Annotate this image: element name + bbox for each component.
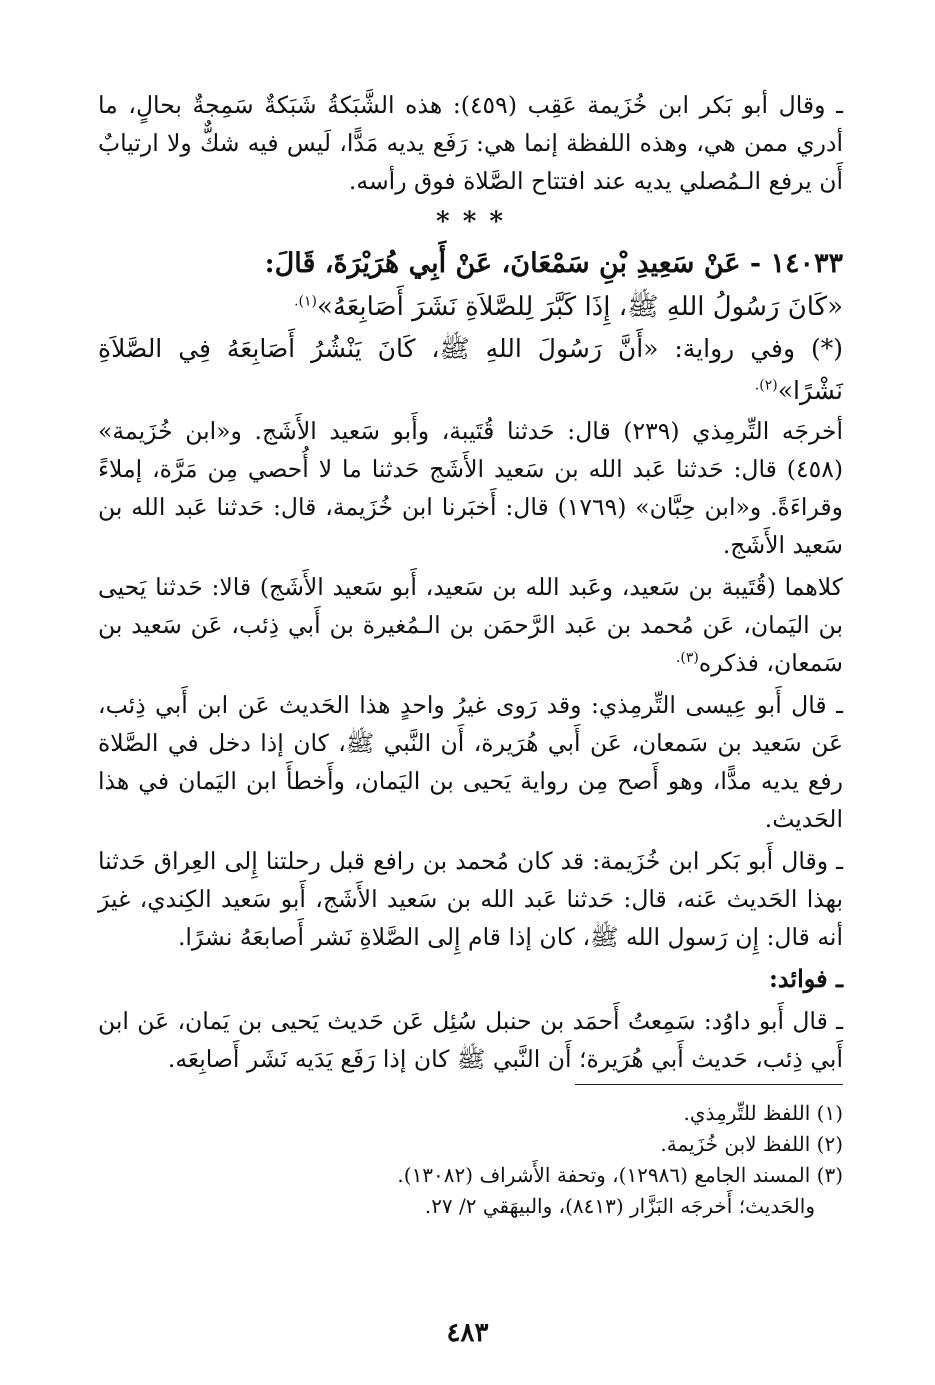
footnote-divider [575,1084,843,1085]
page-number: ٤٨٣ [446,1318,489,1348]
fawaid-heading: ـ فوائد: [768,964,843,993]
footnote-ref-3: (٣). [675,650,699,667]
abu-dawud-comment: ـ قال أَبو داوُد: سَمِعتُ أَحمَد بن حنبل سُئِل عَن حَديث يَحيى بن يَمان، عَن ابن أَبي ذِئب، حَديث أَبي هُرَيرة؛ أَن النَّبي ﷺ كان إذا رَفَع يَدَيه نَشَر أَصابِعَه. [98,1007,843,1073]
footnote-ref-2: (٢). [754,377,778,394]
takhrij-paragraph-1: أخرجَه التِّرمِذي (٢٣٩) قال: حَدثنا قُتَيبة، وأَبو سَعيد الأَشَج. و«ابن خُزَيمة» (٤٥٨) قال: حَدثنا عَبد الله بن سَعيد الأَشَج حَدثنا ما لا أُحصي مِن مَرَّة، إملاءً وقراءَةً. و«ابن حِبَّان» (١٧٦٩) قال: أَخبَرنا ابن خُزَيمة، قال: حَدثنا عَبد الله بن سَعيد الأَشَج. [98,417,843,559]
footnote-1: (١) اللفظ للتِّرمِذي. [683,1101,843,1125]
section-separator-stars: * * * [436,207,505,237]
ibn-khuzayma-comment-2: ـ وقال أَبو بَكر ابن خُزَيمة: قد كان مُحمد بن رافع قبل رحلتنا إِلى العِراق حَدثنا بهذا الحَديث عَنه، قال: حَدثنا عَبد الله بن سَعيد الأَشَج، أَبو سَعيد الكِندي، غيرَ أنه قال: إِن رَسول الله ﷺ، كان إذا قام إِلى الصَّلاةِ نَشر أَصابعَهُ نشرًا. [98,847,843,951]
alternate-narration [98,328,843,412]
footnote-ref-1: (١). [294,293,317,310]
hadith-text [98,286,843,328]
takhrij-2-text: كلاهما (قُتَيبة بن سَعيد، وعَبد الله بن سَعيد، أَبو سَعيد الأَشَج) قالا: حَدثنا يَحيى بن اليَمان، عَن مُحمد بن عَبد الرَّحمَن بن الـمُغيرة بن أَبي ذِئب، عَن سَعيد بن سَمعان، فذكره [98,573,843,677]
hadith-matn: «كَانَ رَسُولُ اللهِ ﷺ، إِذَا كَبَّرَ لِلصَّلاَةِ نَشَرَ أَصَابِعَهُ» [316,292,843,322]
tirmidhi-comment: ـ قال أَبو عِيسى التِّرمِذي: وقد رَوى غيرُ واحدٍ هذا الحَديث عَن ابن أَبي ذِئب، عَن سَعيد بن سَمعان، عَن أَبي هُرَيرة، أَن النَّبي ﷺ، كان إذا دخل في الصَّلاة رفع يديه مدًّا، وهو أَصح مِن رواية يَحيى بن اليَمان، وأَخطأَ ابن اليَمان في هذا الحَديث. [98,691,843,833]
footnote-3-continuation: والحَديث؛ أَخرجَه البَزَّار (٨٤١٣)، والبيهَقي ٢/ ٢٧. [424,1194,815,1218]
hadith-heading: ١٤٠٣٣ - عَنْ سَعِيدِ بْنِ سَمْعَانَ، عَنْ أَبِي هُرَيْرَةَ، قَالَ: [264,248,843,279]
footnote-2: (٢) اللفظ لابن خُزَيمة. [660,1132,843,1156]
riwaya-text: (*) وفي رواية: «أَنَّ رَسُولَ اللهِ ﷺ، كَانَ يَنْشُرُ أَصَابِعَهُ فِي الصَّلاَةِ نَشْرًا» [98,334,843,405]
takhrij-paragraph-2 [98,568,843,682]
footnotes [98,1098,843,1222]
footnote-3: (٣) المسند الجامع (١٢٩٨٦)، وتحفة الأَشراف (١٣٠٨٢). [397,1163,843,1187]
main-text [98,86,843,1078]
paragraph-ibn-khuzayma-comment: ـ وقال أبو بَكر ابن خُزَيمة عَقِب (٤٥٩): هذه الشَّبَكةُ شَبَكةٌ سَمِجةٌ بحالٍ، ما أدري ممن هي، وهذه اللفظة إنما هي: رَفَع يديه مَدًّا، لَيس فيه شكٌّ ولا ارتيابٌ أَن يرفع الـمُصلي يديه عند افتتاح الصَّلاة فوق رأسه. [98,91,843,195]
